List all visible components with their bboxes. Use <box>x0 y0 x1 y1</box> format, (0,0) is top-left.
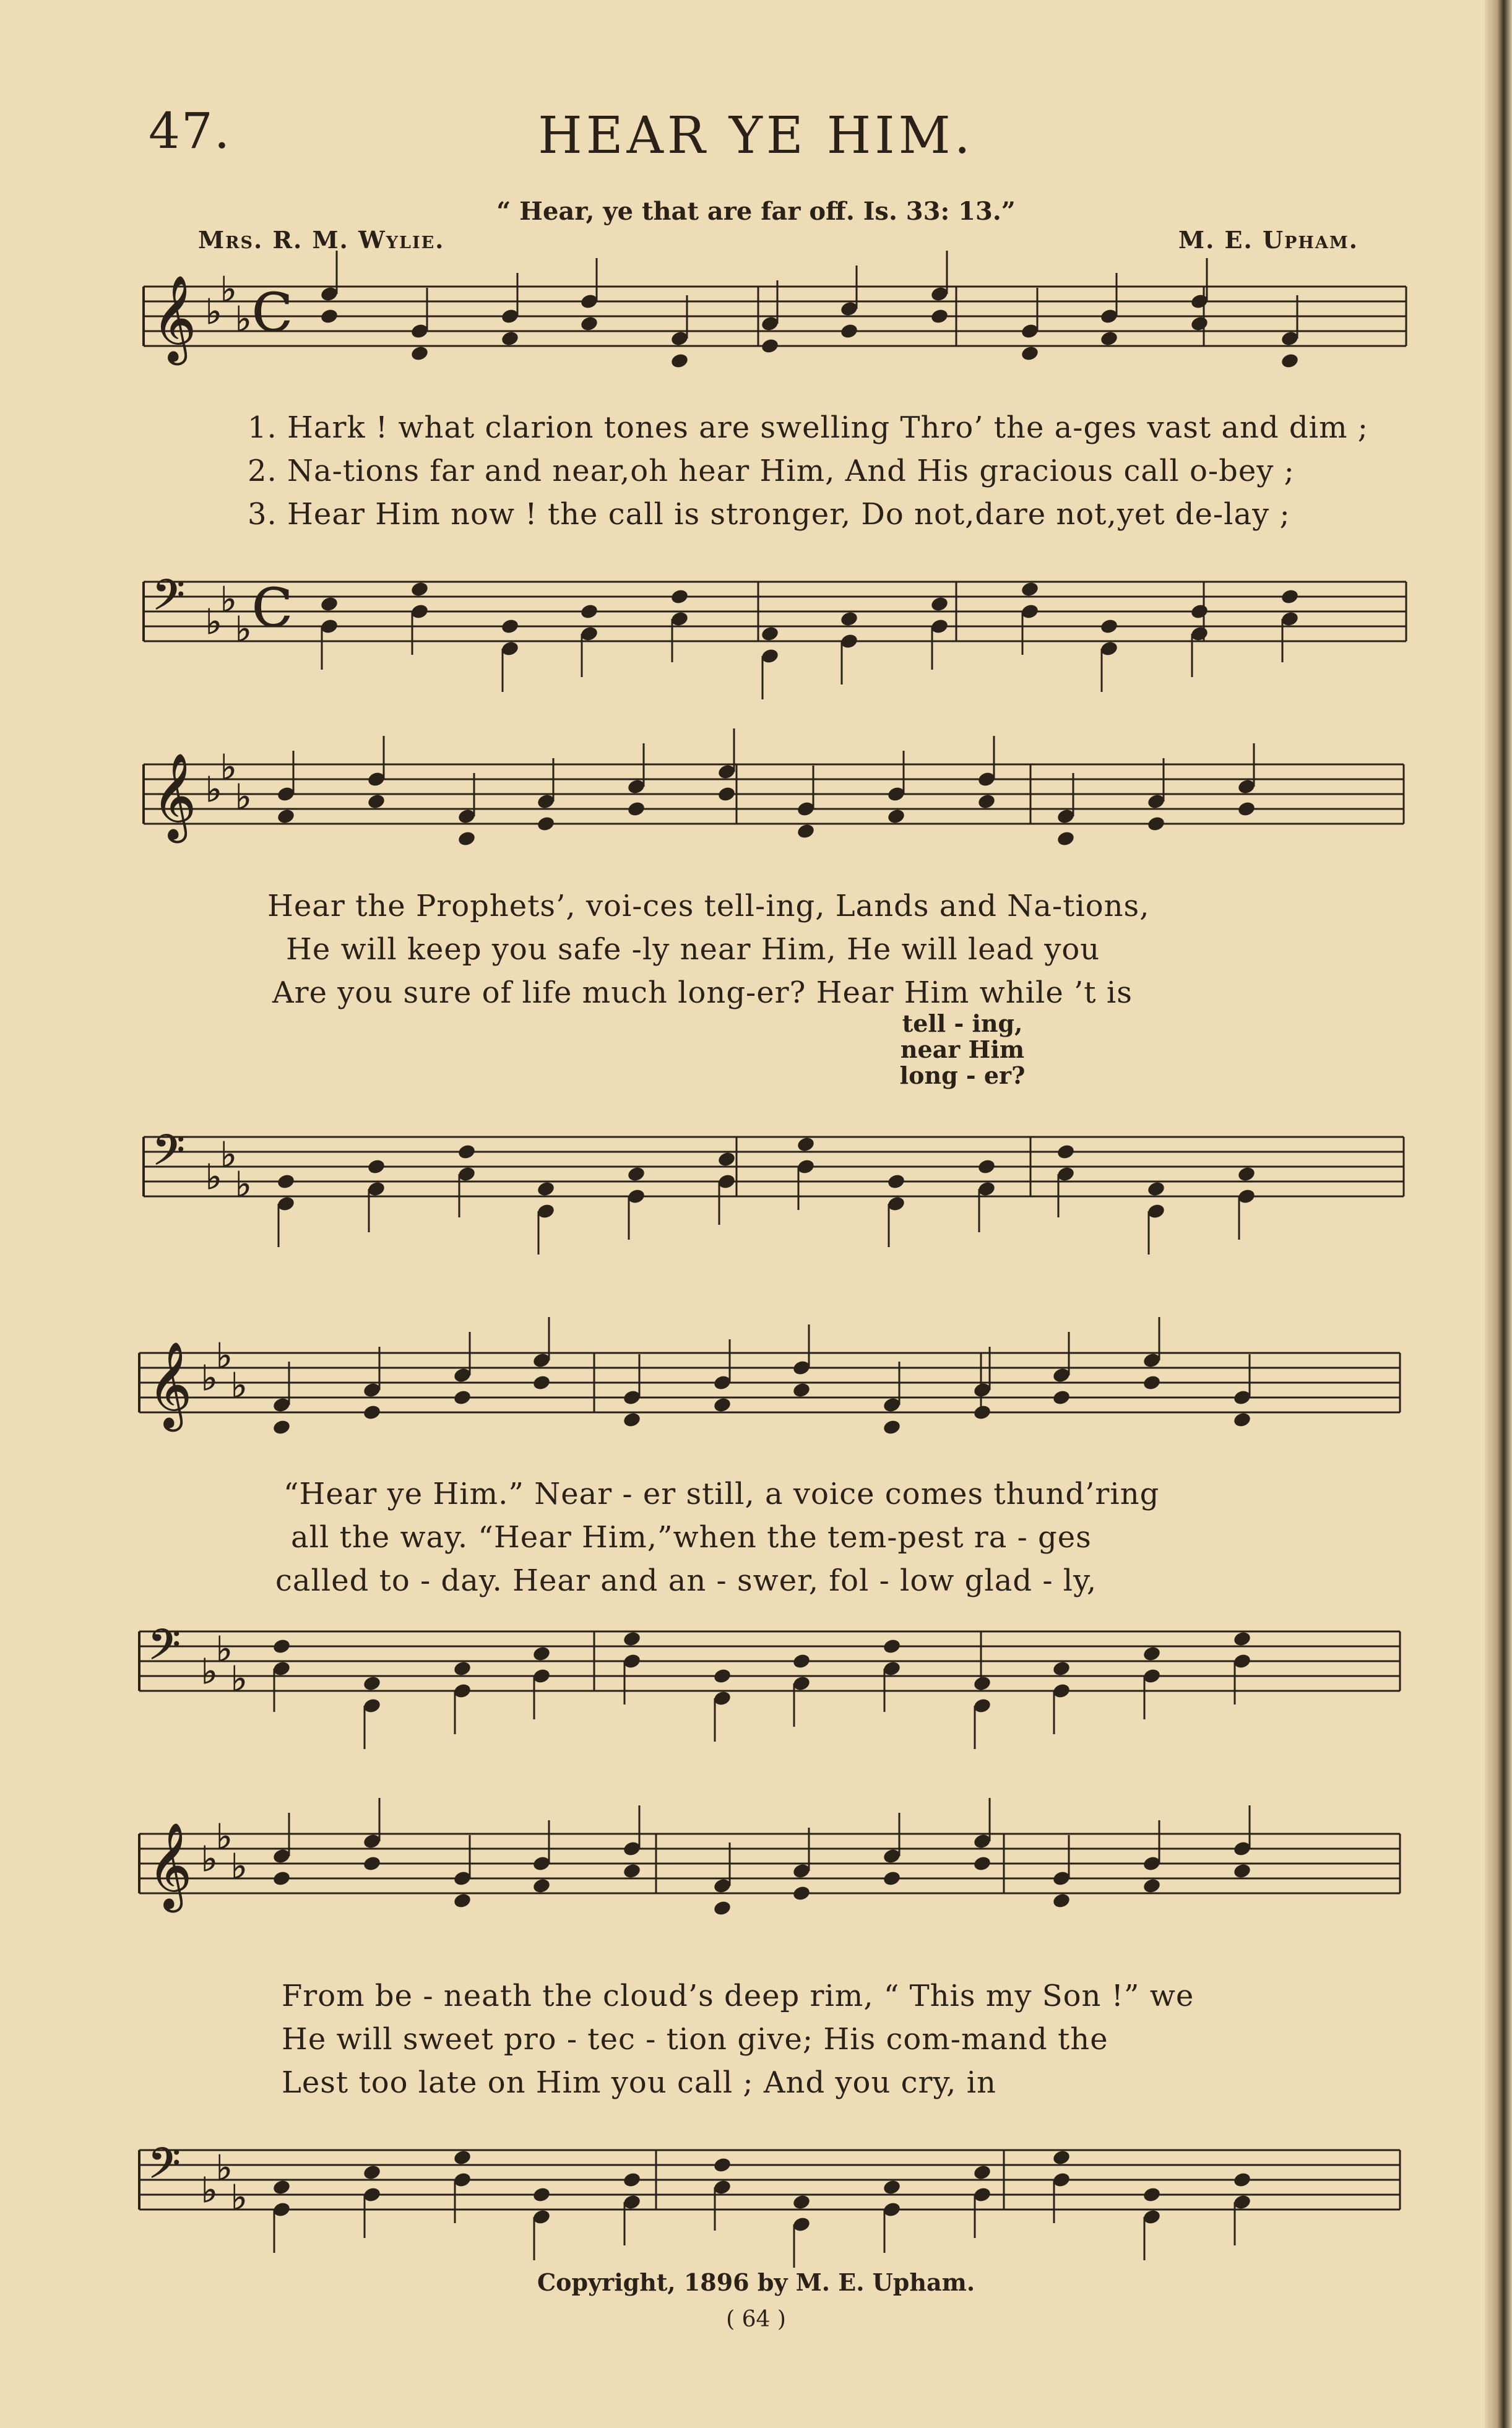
verse-2-line-1: 2. Na-tions far and near,oh hear Him, And His gracious call o-bey ; <box>248 454 1295 488</box>
author-credit: Mrs. R. M. Wylie. <box>198 226 445 254</box>
bass-clef-icon: 𝄢 <box>152 571 185 630</box>
page-number: ( 64 ) <box>726 2307 786 2332</box>
scripture-reference: “ Hear, ye that are far off. Is. 33: 13.” <box>496 197 1016 226</box>
flat-icon: ♭ <box>235 610 252 650</box>
verse-1-line-1: 1. Hark ! what clarion tones are swelling Thro’ the a-ges vast and dim ; <box>248 410 1368 445</box>
verse-1-line-3: “Hear ye Him.” Near - er still, a voice comes thund’ring <box>283 1477 1160 1511</box>
flat-icon: ♭ <box>231 1659 248 1700</box>
verse-3-line-4: Lest too late on Him you call ; And you cry, in <box>282 2065 996 2100</box>
flat-icon: ♭ <box>201 1652 218 1692</box>
flat-icon: ♭ <box>205 1157 222 1198</box>
flat-icon: ♭ <box>231 2178 248 2218</box>
verse-3-line-2: Are you sure of life much long-er? Hear Him while ’t is <box>272 975 1133 1010</box>
flat-icon: ♭ <box>201 1839 218 1880</box>
treble-clef-icon: 𝄞 <box>152 275 196 361</box>
flat-icon: ♭ <box>231 1366 248 1406</box>
flat-icon: ♭ <box>216 1630 233 1670</box>
flat-icon: ♭ <box>220 1135 237 1175</box>
sub-lyric-1: tell - ing, <box>902 1009 1023 1037</box>
flat-icon: ♭ <box>201 2171 218 2211</box>
verse-3-line-1: 3. Hear Him now ! the call is stronger, Do not,dare not,yet de-lay ; <box>248 497 1290 532</box>
verse-1-line-4: From be - neath the cloud’s deep rim, “ This my Son !” we <box>282 1979 1194 2013</box>
bass-clef-icon: 𝄢 <box>152 1126 185 1185</box>
verse-2-line-4: He will sweet pro - tec - tion give; His com-mand the <box>282 2022 1108 2057</box>
treble-clef-icon: 𝄞 <box>152 753 196 839</box>
common-time-icon: C <box>252 577 293 639</box>
flat-icon: ♭ <box>216 1817 233 1857</box>
flat-icon: ♭ <box>205 602 222 642</box>
flat-icon: ♭ <box>205 770 222 810</box>
flat-icon: ♭ <box>231 1847 248 1887</box>
flat-icon: ♭ <box>205 292 222 332</box>
sub-lyric-3: long - er? <box>899 1061 1026 1089</box>
bass-clef-icon: 𝄢 <box>148 1621 181 1680</box>
verse-2-line-3: all the way. “Hear Him,”when the tem-pest ra - ges <box>291 1520 1092 1555</box>
flat-icon: ♭ <box>216 2148 233 2188</box>
treble-clef-icon: 𝄞 <box>148 1342 192 1428</box>
hymn-number: 47. <box>149 102 231 160</box>
sub-lyric-2: near Him <box>900 1035 1025 1063</box>
common-time-icon: C <box>252 282 293 344</box>
hymn-title: HEAR YE HIM. <box>538 106 974 165</box>
flat-icon: ♭ <box>235 300 252 340</box>
flat-icon: ♭ <box>201 1359 218 1399</box>
flat-icon: ♭ <box>220 580 237 620</box>
verse-1-line-2: Hear the Prophets’, voi-ces tell-ing, Lands and Na-tions, <box>267 889 1150 923</box>
verse-3-line-3: called to - day. Hear and an - swer, fol - low glad - ly, <box>275 1563 1097 1598</box>
bass-clef-icon: 𝄢 <box>148 2140 181 2198</box>
flat-icon: ♭ <box>220 748 237 788</box>
flat-icon: ♭ <box>235 1165 252 1205</box>
flat-icon: ♭ <box>220 270 237 310</box>
composer-credit: M. E. Upham. <box>1178 226 1359 254</box>
flat-icon: ♭ <box>235 777 252 818</box>
verse-2-line-2: He will keep you safe -ly near Him, He will lead you <box>286 932 1100 967</box>
flat-icon: ♭ <box>216 1336 233 1376</box>
treble-clef-icon: 𝄞 <box>148 1823 192 1909</box>
copyright-notice: Copyright, 1896 by M. E. Upham. <box>537 2268 975 2296</box>
